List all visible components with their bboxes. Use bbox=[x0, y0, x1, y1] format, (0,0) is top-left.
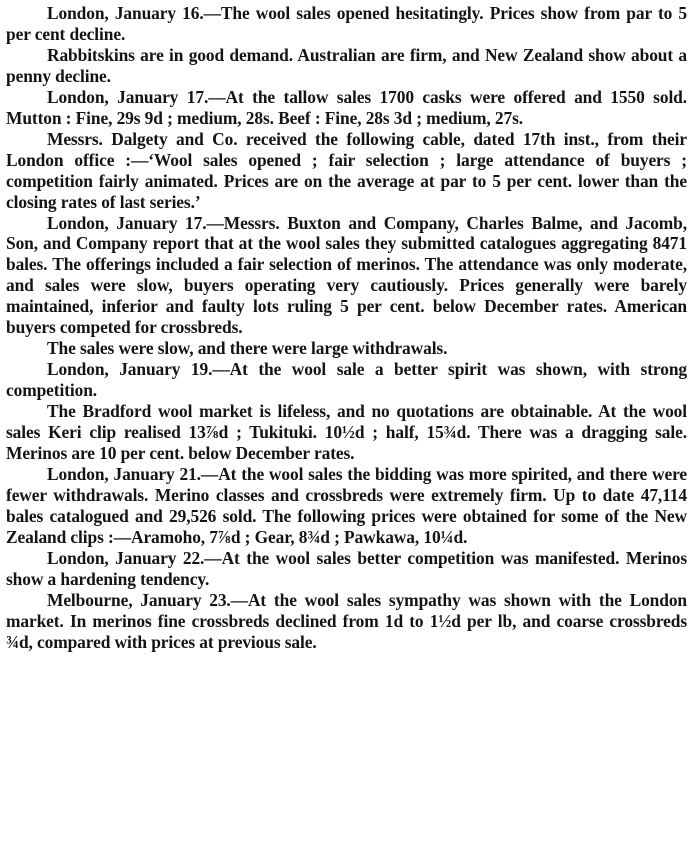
paragraph-melbourne-sales: Melbourne, January 23.—At the wool sales sympathy was shown with the London market. In merinos fine crossbreds declined from 1d to 1½d per lb, and coarse crossbreds ¾d, compared with prices at previous sale. bbox=[6, 589, 687, 652]
paragraph-withdrawals: The sales were slow, and there were large withdrawals. bbox=[47, 338, 448, 359]
paragraph-wool-sales-opened: London, January 16.—The wool sales opened hesitatingly. Prices show from par to 5 per cent decline. bbox=[6, 3, 687, 44]
paragraph-better-spirit: London, January 19.—At the wool sale a better spirit was shown, with strong competition. bbox=[6, 359, 687, 401]
paragraph-rabbitskins: Rabbitskins are in good demand. Australian are firm, and New Zealand show about a penny decline. bbox=[6, 44, 687, 86]
paragraph-dalgety-cable: Messrs. Dalgety and Co. received the following cable, dated 17th inst., from their London office :—‘Wool sales opened ; fair selection ; large attendance of buyers ; competition fairly animated. Prices are on the average at par to 5 per cent. lower than the closing rates of last series.’ bbox=[6, 128, 687, 212]
paragraph-hardening-tendency: London, January 22.—At the wool sales better competition was manifested. Merinos show a hardening tendency. bbox=[6, 547, 687, 589]
paragraph-buxton-report: London, January 17.—Messrs. Buxton and Company, Charles Balme, and Jacomb, Son, and Company report that at the wool sales they submitted catalogues aggregating 8471 bales. The offerings included a fair selection of merinos. The attendance was only moderate, and sales were slow, buyers operating very cautiously. Prices generally were barely maintained, inferior and faulty lots ruling 5 per cent. below December rates. American buyers competed for crossbreds. bbox=[6, 212, 687, 338]
paragraph-tallow-sales: London, January 17.—At the tallow sales 1700 casks were offered and 1550 sold. Mutton : Fine, 29s 9d ; medium, 28s. Beef : Fine, 28s 3d ; medium, 27s. bbox=[6, 86, 687, 128]
paragraph-bradford-market: The Bradford wool market is lifeless, and no quotations are obtainable. At the wool sales Keri clip realised 13⅞d ; Tukituki. 10½d ; half, 15¾d. There was a dragging sale. Merinos are 10 per cent. below December rates. bbox=[6, 401, 687, 464]
paragraph-bidding-spirited: London, January 21.—At the wool sales the bidding was more spirited, and there were fewer withdrawals. Merino classes and crossbreds were extremely firm. Up to date 47,114 bales catalogued and 29,526 sold. The following prices were obtained for some of the New Zealand clips :—Aramoho, 7⅞d ; Gear, 8¾d ; Pawkawa, 10¼d. bbox=[6, 463, 687, 547]
